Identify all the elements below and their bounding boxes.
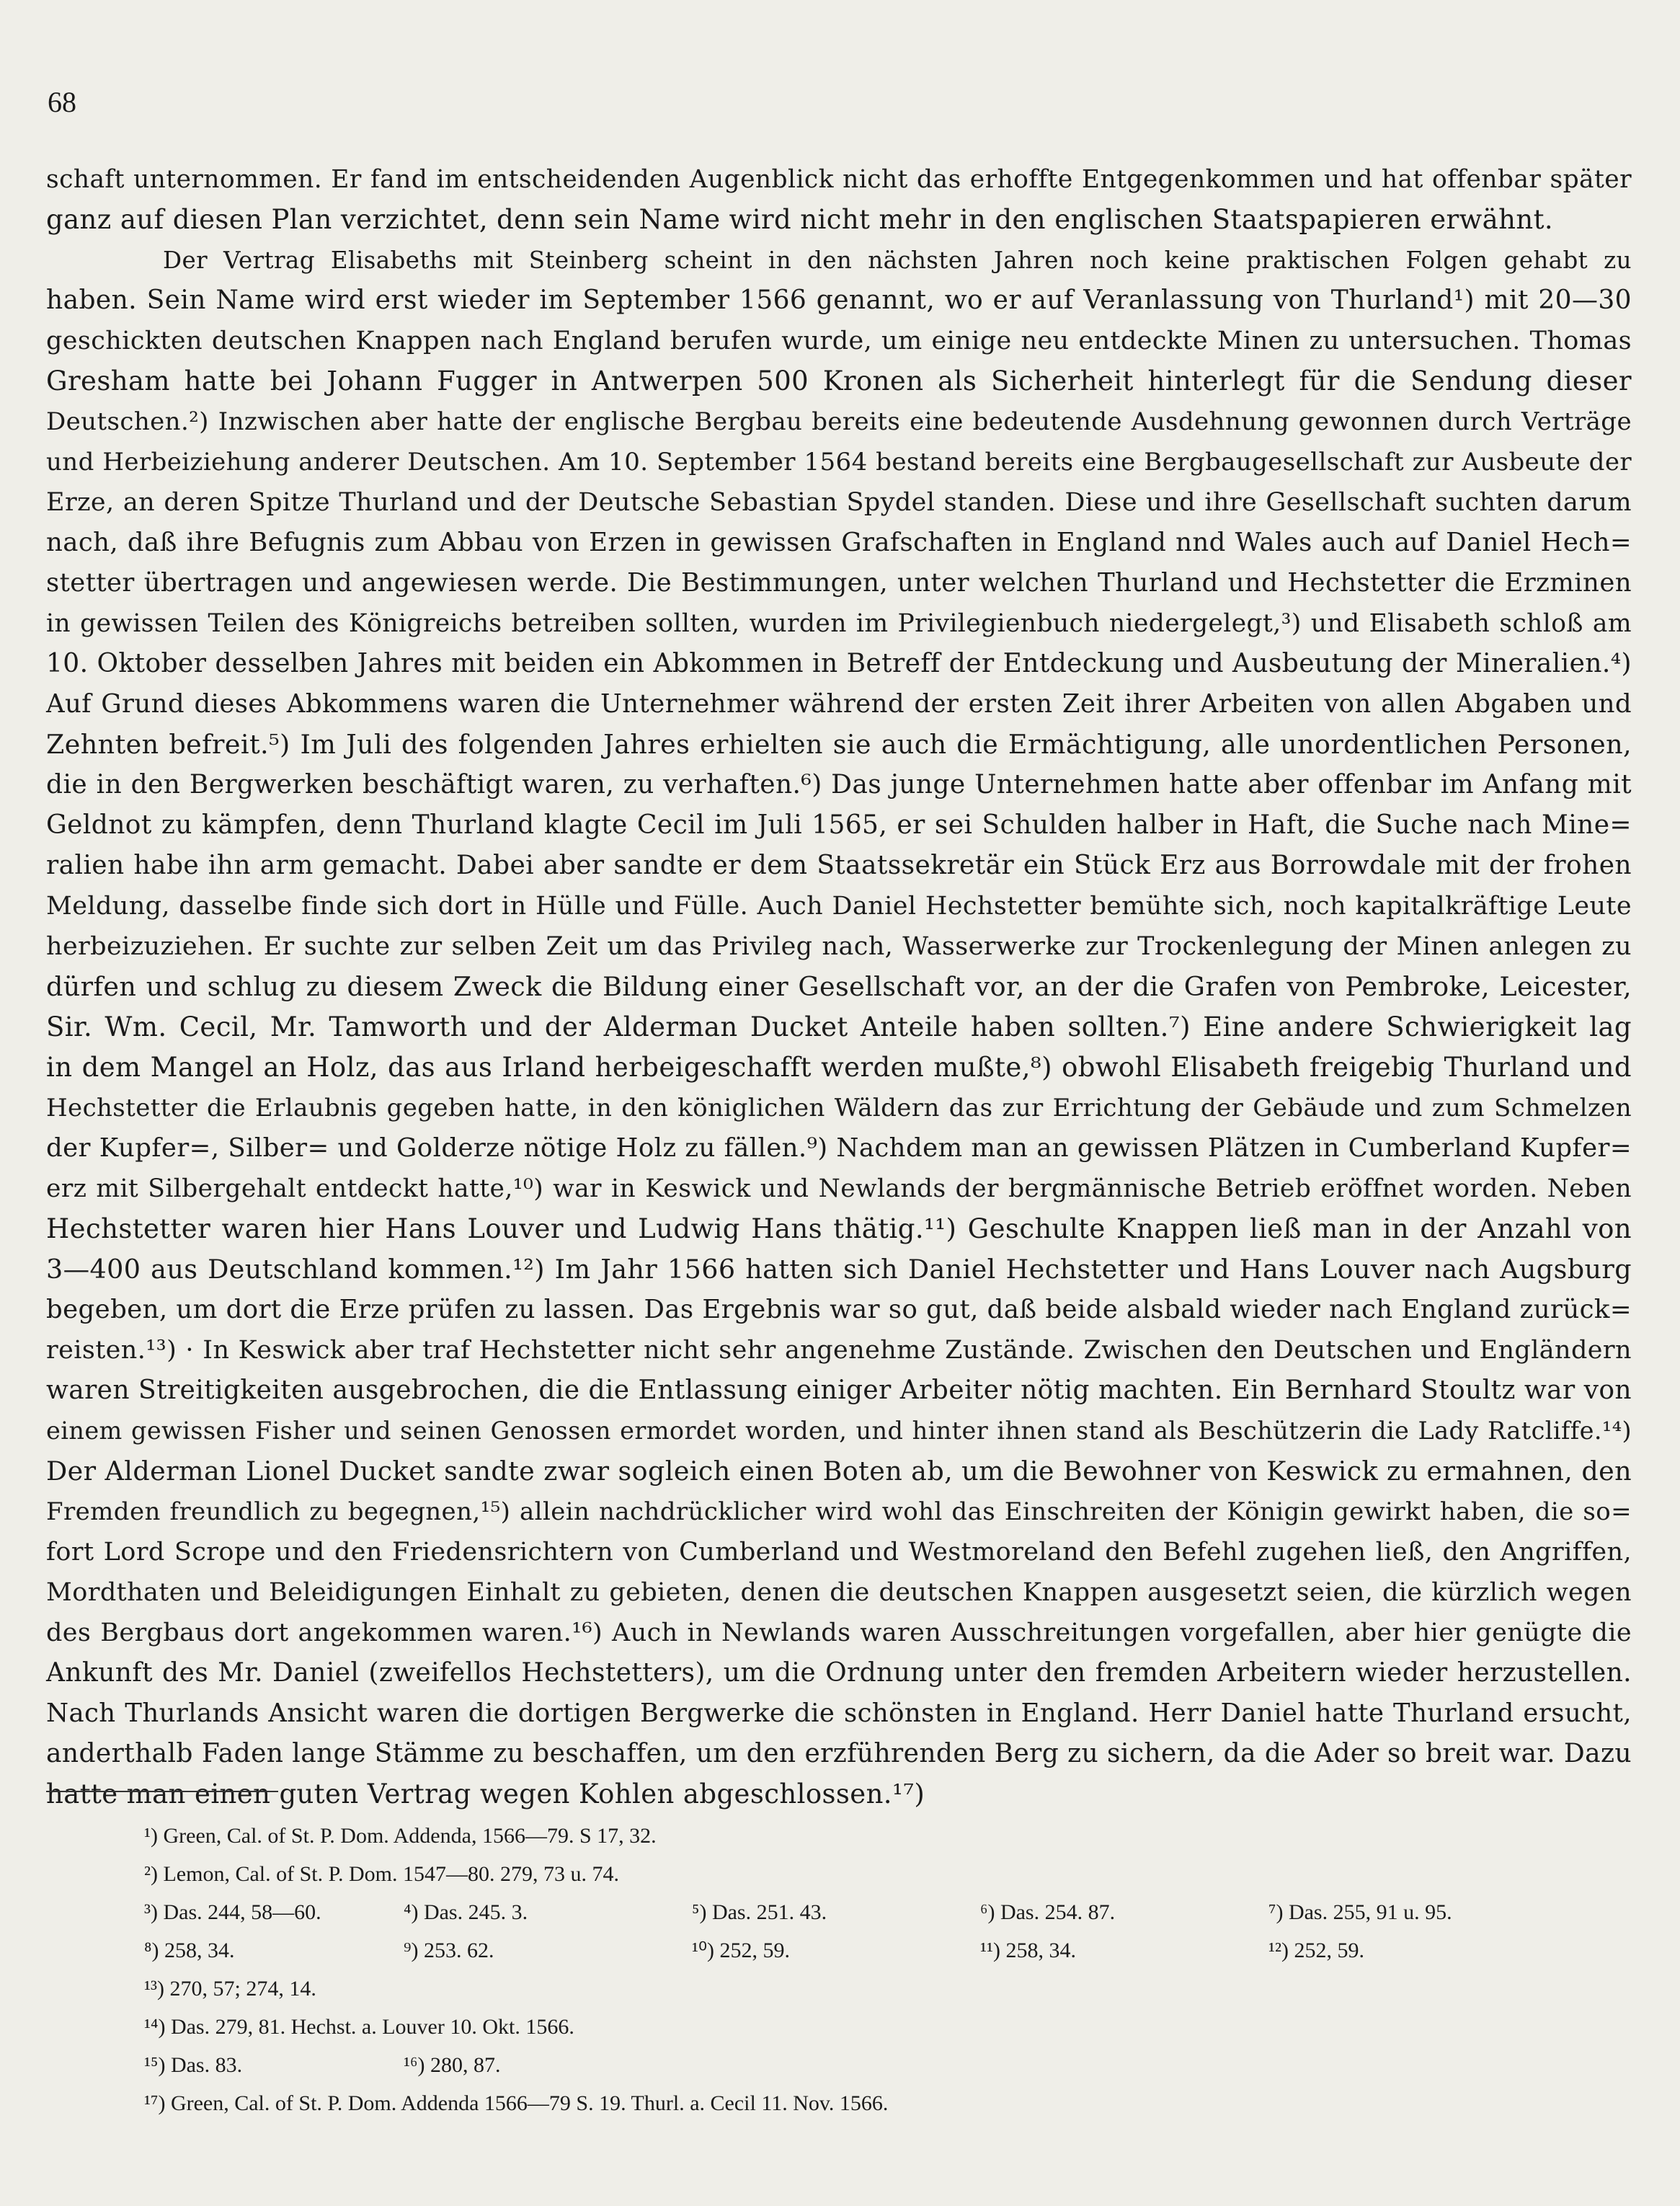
body-line: Gresham hatte bei Johann Fugger in Antwerpen 500 Kronen als Sicherheit hinterlegt für die Sendung dieser [46,366,1632,397]
body-line: Erze, an deren Spitze Thurland und der Deutsche Sebastian Spydel standen. Diese und ihre Gesellschaft suchten darum [46,488,1632,517]
body-line: anderthalb Faden lange Stämme zu beschaffen, um den erzführenden Berg zu sichern, da die Ader so breit war. Dazu [46,1739,1632,1768]
body-line: geschickten deutschen Knappen nach England berufen wurde, um einige neu entdeckte Minen zu untersuchen. Thomas [46,327,1632,355]
body-line: haben. Sein Name wird erst wieder im September 1566 genannt, wo er auf Veranlassung von Thurland¹) mit 20—30 [46,285,1632,315]
body-line: Hechstetter waren hier Hans Louver und Ludwig Hans thätig.¹¹) Geschulte Knappen ließ man in der Anzahl von [46,1213,1632,1244]
body-line: in dem Mangel an Holz, das aus Irland herbeigeschafft werden mußte,⁸) obwohl Elisabeth freigebig Thurland und [46,1052,1632,1083]
body-line: Fremden freundlich zu begegnen,¹⁵) allein nachdrücklicher wird wohl das Einschreiten der Königin gewirkt haben, die so= [46,1497,1632,1526]
footnotes [144,1817,1514,2122]
footnote: ¹) Green, Cal. of St. P. Dom. Addenda, 1566—79. S 17, 32. [144,1824,657,1848]
body-line: schaft unternommen. Er fand im entscheidenden Augenblick nicht das erhoffte Entgegenkommen und hat offenbar später [46,165,1632,194]
body-line: dürfen und schlug zu diesem Zweck die Bildung einer Gesellschaft vor, an der die Grafen von Pembroke, Leicester, [46,971,1632,1002]
footnote-row [144,1970,1514,2008]
footnote: ⁸) 258, 34. [144,1939,235,1962]
body-line: Ankunft des Mr. Daniel (zweifellos Hechstetters), um die Ordnung unter den fremden Arbeitern wieder herzustellen. [46,1658,1632,1688]
footnote: ⁴) Das. 245. 3. [404,1900,528,1924]
body-line: hatte man einen guten Vertrag wegen Kohlen abgeschlossen.¹⁷) [46,1778,925,1809]
footnote: ⁵) Das. 251. 43. [692,1900,827,1924]
footnote: ¹²) 252, 59. [1268,1939,1364,1962]
footnote: ¹⁰) 252, 59. [692,1939,791,1962]
body-line: fort Lord Scrope und den Friedensrichtern von Cumberland und Westmoreland den Befehl zugehen ließ, den Angriffen, [46,1538,1632,1567]
footnote: ¹⁶) 280, 87. [404,2053,501,2077]
body-line: reisten.¹³) · In Keswick aber traf Hechstetter nicht sehr angenehme Zustände. Zwischen den Deutschen und Engländern [46,1336,1632,1365]
footnote-row [144,2046,1514,2084]
footnote: ³) Das. 244, 58—60. [144,1900,321,1924]
footnote: ²) Lemon, Cal. of St. P. Dom. 1547—80. 279, 73 u. 74. [144,1862,619,1886]
body-line: ganz auf diesen Plan verzichtet, denn sein Name wird nicht mehr in den englischen Staatspapieren erwähnt. [46,204,1554,235]
body-line: 10. Oktober desselben Jahres mit beiden ein Abkommen in Betreff der Entdeckung und Ausbeutung der Mineralien.⁴) [46,649,1632,678]
footnote-separator [46,1791,278,1792]
body-line: Hechstetter die Erlaubnis gegeben hatte, in den königlichen Wäldern das zur Errichtung der Gebäude und zum Schmelzen [46,1094,1632,1122]
body-text [46,159,1632,1815]
body-line: Meldung, dasselbe finde sich dort in Hülle und Fülle. Auch Daniel Hechstetter bemühte sich, noch kapitalkräftige Leute [46,892,1632,921]
body-line: Nach Thurlands Ansicht waren die dortigen Bergwerke die schönsten in England. Herr Daniel hatte Thurland ersucht, [46,1698,1632,1728]
footnote-row [144,1855,1514,1893]
body-line: der Kupfer=, Silber= und Golderze nötige Holz zu fällen.⁹) Nachdem man an gewissen Plätzen in Cumberland Kupfer= [46,1133,1632,1163]
footnote: ¹¹) 258, 34. [980,1939,1076,1962]
body-line: erz mit Silbergehalt entdeckt hatte,¹⁰) war in Keswick und Newlands der bergmännische Betrieb eröffnet worden. Neben [46,1174,1632,1203]
body-line: Der Alderman Lionel Ducket sandte zwar sogleich einen Boten ab, um die Bewohner von Keswick zu ermahnen, den [46,1456,1632,1487]
body-line: in gewissen Teilen des Königreichs betreiben sollten, wurden im Privilegienbuch niedergelegt,³) und Elisabeth schloß am [46,609,1632,638]
body-line: Deutschen.²) Inzwischen aber hatte der englische Bergbau bereits eine bedeutende Ausdehnung gewonnen durch Verträge [46,407,1632,436]
footnote-row [144,2084,1514,2122]
body-line: herbeizuziehen. Er suchte zur selben Zeit um das Privileg nach, Wasserwerke zur Trockenlegung der Minen anlegen zu [46,932,1632,961]
footnote-row [144,1893,1514,1931]
body-line: Mordthaten und Beleidigungen Einhalt zu gebieten, denen die deutschen Knappen ausgesetzt seien, die kürzlich wegen [46,1578,1632,1607]
body-line: Der Vertrag Elisabeths mit Steinberg scheint in den nächsten Jahren noch keine praktischen Folgen gehabt zu [163,247,1632,274]
body-line: nach, daß ihre Befugnis zum Abbau von Erzen in gewissen Grafschaften in England nnd Wales auch auf Daniel Hech= [46,528,1632,557]
body-line: Zehnten befreit.⁵) Im Juli des folgenden Jahres erhielten sie auch die Ermächtigung, alle unordentlichen Personen, [46,729,1632,760]
footnote-row [144,1931,1514,1970]
body-line: ralien habe ihn arm gemacht. Dabei aber sandte er dem Staatssekretär ein Stück Erz aus Borrowdale mit der frohen [46,851,1632,880]
footnote: ⁹) 253. 62. [404,1939,494,1962]
body-line: Geldnot zu kämpfen, denn Thurland klagte Cecil im Juli 1565, er sei Schulden halber in Haft, die Suche nach Mine= [46,810,1632,840]
body-line: und Herbeiziehung anderer Deutschen. Am 10. September 1564 bestand bereits eine Bergbaugesellschaft zur Ausbeute der [46,448,1632,477]
footnote: ⁷) Das. 255, 91 u. 95. [1268,1900,1452,1924]
body-line: Sir. Wm. Cecil, Mr. Tamworth und der Alderman Ducket Anteile haben sollten.⁷) Eine andere Schwierigkeit lag [46,1011,1632,1042]
footnote-row [144,1817,1514,1855]
footnote: ¹⁷) Green, Cal. of St. P. Dom. Addenda 1566—79 S. 19. Thurl. a. Cecil 11. Nov. 1566. [144,2091,889,2115]
body-line: waren Streitigkeiten ausgebrochen, die die Entlassung einiger Arbeiter nötig machten. Ein Bernhard Stoultz war von [46,1376,1632,1405]
page-number: 68 [48,86,76,118]
body-line: des Bergbaus dort angekommen waren.¹⁶) Auch in Newlands waren Ausschreitungen vorgefallen, aber hier genügte die [46,1618,1632,1647]
body-line: einem gewissen Fisher und seinen Genossen ermordet worden, und hinter ihnen stand als Beschützerin die Lady Ratcliffe.¹⁴) [46,1417,1632,1445]
body-line: die in den Bergwerken beschäftigt waren, zu verhaften.⁶) Das junge Unternehmen hatte aber offenbar im Anfang mit [46,770,1632,799]
footnote: ⁶) Das. 254. 87. [980,1900,1116,1924]
body-line: begeben, um dort die Erze prüfen zu lassen. Das Ergebnis war so gut, daß beide alsbald wieder nach England zurück= [46,1295,1632,1324]
body-line: stetter übertragen und angewiesen werde. Die Bestimmungen, unter welchen Thurland und Hechstetter die Erzminen [46,568,1632,598]
footnote: ¹³) 270, 57; 274, 14. [144,1977,316,2001]
footnote: ¹⁴) Das. 279, 81. Hechst. a. Louver 10. Okt. 1566. [144,2015,574,2039]
body-line: Auf Grund dieses Abkommens waren die Unternehmer während der ersten Zeit ihrer Arbeiten von allen Abgaben und [46,689,1632,719]
body-line: 3—400 aus Deutschland kommen.¹²) Im Jahr 1566 hatten sich Daniel Hechstetter und Hans Louver nach Augsburg [46,1254,1632,1285]
footnote-row [144,2008,1514,2046]
footnote: ¹⁵) Das. 83. [144,2053,243,2077]
